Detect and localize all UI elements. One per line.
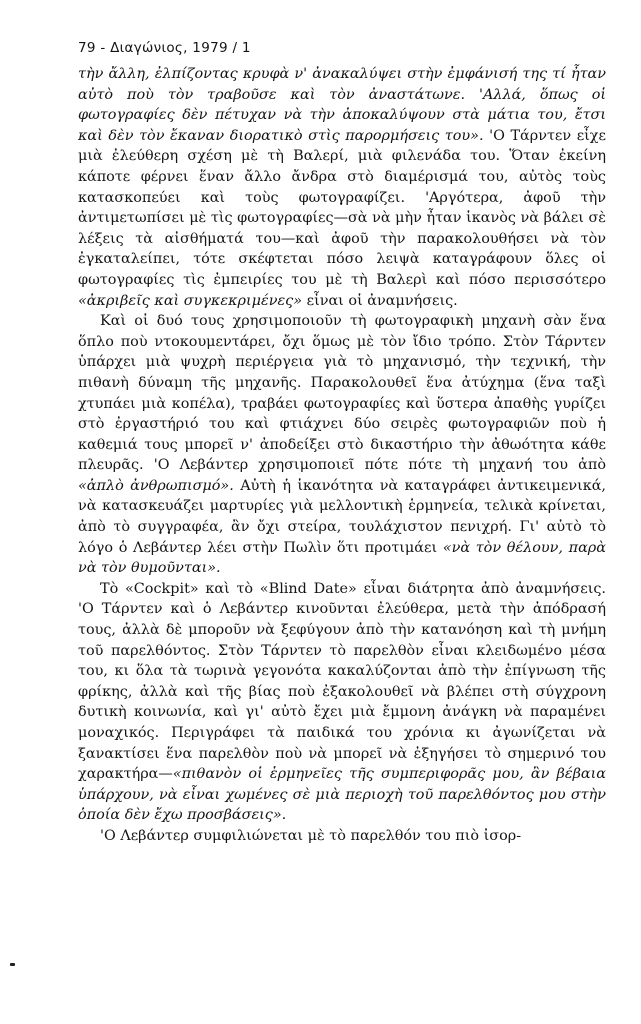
text-segment: Καὶ οἱ δυό τους χρησιμοποιοῦν τὴ φωτογραφικὴ μηχανὴ σὰν ἕνα ὅπλο ποὺ ντοκουμεντάρει, ὄχι ὅμως μὲ τὸν ἴδιο τρόπο. Στὸν Τάρντεν ὑπάρχει μιὰ ψυχρὴ περιέργεια γιὰ τὸ μηχανισμό, τὴν τεχνική, τὴν πιθανὴ δύναμη τῆς μηχανῆς. Παρακολουθεῖ ἕνα ἀτύχημα (ἕνα ταξὶ χτυπάει μιὰ κοπέλα), τραβάει φωτογραφίες καὶ ὕστερα ἀπαθὴς γυρίζει στὸ ἐργαστήριό του καὶ φτιάχνει δύο σειρὲς φωτογραφιῶν ποὺ ἡ καθεμιά τους μπορεῖ ν' ἀποδείξει στὸ δικαστήριο τὴν ἀθωότητα κάθε πλευρᾶς. 'Ο Λεβάντερ χρησιμοποιεῖ πότε πότε τὴ μηχανή του ἀπὸ [78,313,606,474]
running-head: 79 - Διαγώνιος, 1979 / 1 [78,40,251,56]
text-segment: 'Ο Τάρντεν εἶχε μιὰ ἐλεύθερη σχέση μὲ τὴ Βαλερί, μιὰ φιλενάδα του. Ὅταν ἐκείνη κάποτε φέρνει ἕναν ἄλλο ἄνδρα στὸ διαμέρισμά του, αὐτὸς τοὺς κατασκοπεύει καὶ τοὺς φωτογραφίζει. 'Αργότερα, ἀφοῦ τὴν ἀντιμετωπίσει μὲ τὶς φωτογραφίες—σὰ νὰ μὴν ἦταν ἱκανὸς νὰ βάλει σὲ λέξεις τὰ αἰσθήματά του—καὶ ἀφοῦ τὴν παρακολουθήσει νὰ τὸν ἐγκαταλείπει, τότε σκέφτεται πόσο λειψὰ καταγράφουν ὅλες οἱ φωτογραφίες τὶς ἐμπειρίες του μὲ τὴ Βαλερὶ καὶ πόσο περισσότερο [78,127,606,288]
quote-segment: «νὰ τὸν θέλουν, παρὰ νὰ τὸν θυμοῦνται». [78,539,606,577]
quote-segment: τὴν ἄλλη, ἐλπίζοντας κρυφὰ ν' ἀνακαλύψει στὴν ἐμφάνισή της τί ἦταν αὐτὸ ποὺ τὸν τραβοῦσε καὶ τὸν ἀναστάτωνε. 'Αλλά, ὅπως οἱ φωτογραφίες δὲν πέτυχαν νὰ τὴν ἀποκαλύψουν στὰ μάτια του, ἔτσι καὶ δὲν τὸν ἔκαναν διορατικὸ στὶς παρορμήσεις του». [78,66,606,144]
text-segment: Τὸ «Cockpit» καὶ τὸ «Blind Date» εἶναι διάτρητα ἀπὸ ἀναμνήσεις. 'Ο Τάρντεν καὶ ὁ Λεβάντερ κινοῦνται ἐλεύθερα, μετὰ τὴν ἀπόδρασή τους, ἀλλὰ δὲ μποροῦν νὰ ξεφύγουν ἀπὸ τὴν κατανόηση καὶ τὴ μνήμη τοῦ παρελθόντος. Στὸν Τάρντεν τὸ παρελθὸν εἶναι κλειδωμένο μέσα του, κι ὅλα τὰ τωρινὰ γεγονότα κακαλύζονται ἀπὸ τὴν ἐπίγνωση τῆς φρίκης, ἀλλὰ καὶ τῆς βίας ποὺ ἐξακολουθεῖ νὰ βλέπει στὴ σύγχρονη δυτικὴ κοινωνία, καὶ γι' αὐτὸ ἔχει μιὰ ἔμμονη ἀνάγκη νὰ παραμένει μοναχικός. Περιγράφει τὰ παιδικά του χρόνια κι ἀγωνίζεται νὰ ξανακτίσει ἕνα παρελθὸν ποὺ νὰ μπορεῖ νὰ ἐξηγήσει τὸ σημερινό του χαρακτήρα— [78,580,606,783]
margin-dash-mark [10,963,15,966]
text-segment: 'Ο Λεβάντερ συμφιλιώνεται μὲ τὸ παρελθόν του πιὸ ἰσορ- [100,827,522,844]
quote-segment: «πιθανὸν οἱ ἑρμηνεῖες τῆς συμπεριφορᾶς μου, ἂν βέβαια ὑπάρχουν, νὰ εἶναι χωμένες σὲ μιὰ περιοχὴ τοῦ παρελθόντος μου στὴν ὁποία δὲν ἔχω προσβάσεις». [78,766,606,824]
text-segment: εἶναι οἱ ἀναμνήσεις. [302,292,458,309]
paragraph-4 [78,826,606,847]
text-segment: Αὐτὴ ἡ ἱκανότητα νὰ καταγράφει ἀντικειμενικά, νὰ κατασκευάζει μαρτυρίες γιὰ μελλοντικὴ ἑρμηνεία, τελικὰ κρίνεται, ἀπὸ τὸ συγγραφέα, ἂν ὄχι στείρα, τουλάχιστον πενιχρή. Γι' αὐτὸ τὸ λόγο ὁ Λεβάντερ λέει στὴν Πωλὶν ὅτι προτιμάει [78,477,607,556]
quote-segment: «ἁπλὸ ἀνθρωπισμό». [78,477,234,494]
paragraph-1 [78,64,606,311]
body-text [78,64,606,847]
quote-segment: «ἀκριβεῖς καὶ συγκεκριμένες» [78,292,303,309]
paragraph-2 [78,311,606,579]
paragraph-3 [78,579,606,826]
